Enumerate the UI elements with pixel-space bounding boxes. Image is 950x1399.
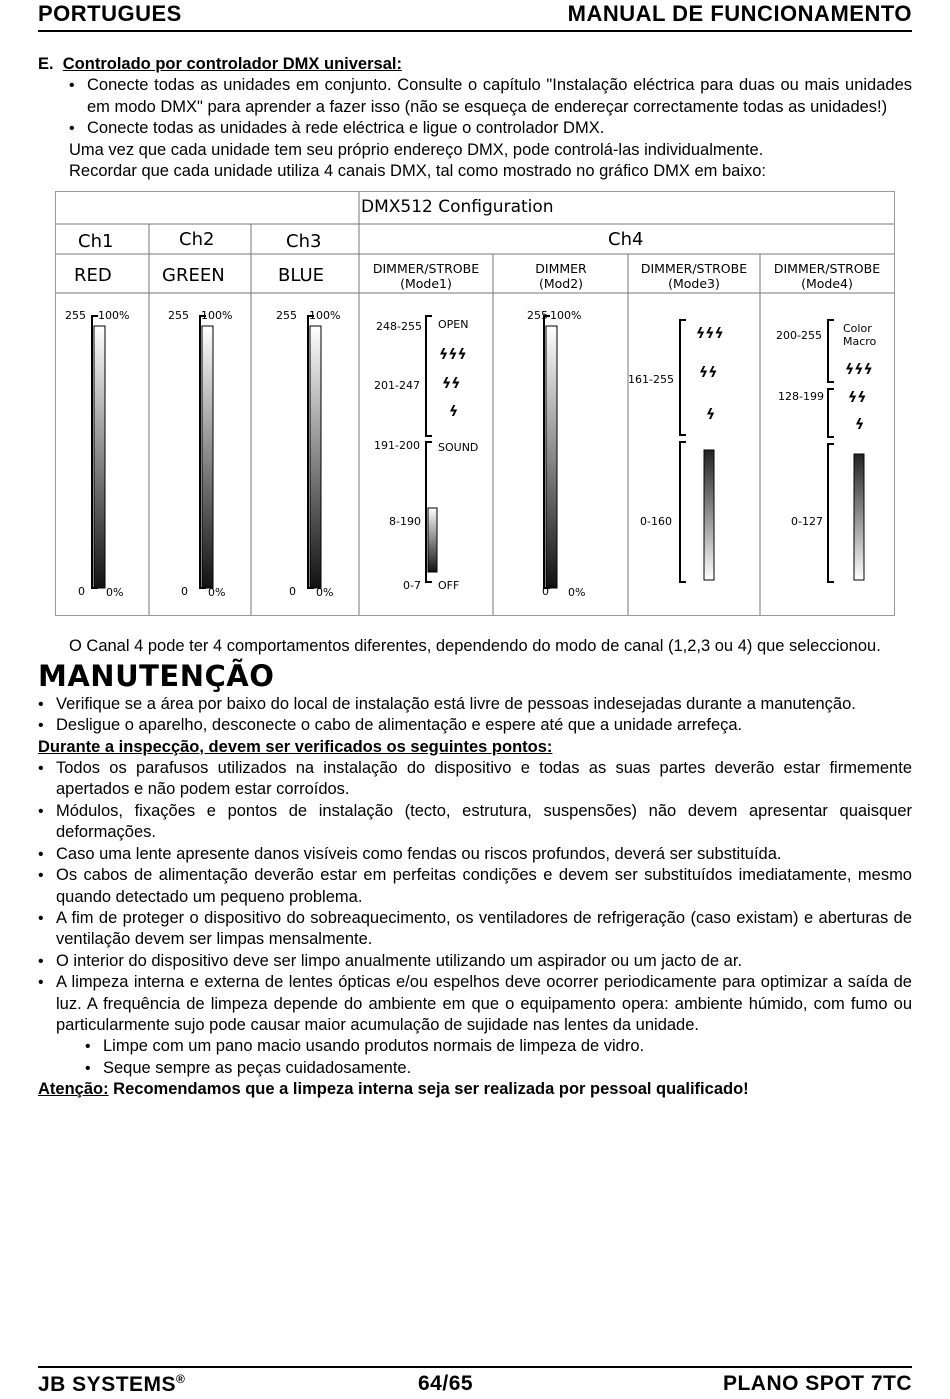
ch3-max-value: 255 (276, 309, 297, 323)
diagram-title: DMX512 Configuration (361, 197, 554, 218)
mode2-sublabel: (Mod2) (538, 276, 584, 292)
ch4-label: Ch4 (608, 229, 644, 251)
mode2-min-percent: 0% (568, 586, 586, 600)
red-label: RED (74, 265, 112, 287)
mode1-range-off: 0-7 (403, 579, 421, 593)
list-item: • Desligue o aparelho, desconecte o cabo de alimentação e espere até que a unidade arrefeça. (38, 715, 912, 736)
page-content (38, 54, 912, 1101)
mode1-strobe-slow-icon: ϟ (449, 404, 459, 421)
mode3-strobe-fast-icon: ϟϟϟ (696, 326, 724, 343)
mode1-label: DIMMER/STROBE (372, 261, 480, 277)
mode3-range-strobe: 161-255 (628, 373, 674, 387)
diagram-grid (56, 192, 894, 615)
list-item: • A fim de proteger o dispositivo do sobreaquecimento, os ventiladores de refrigeração (caso existam) e aberturas de ventilação devem ser limpas mensalmente. (38, 908, 912, 951)
section-e-bullets (38, 75, 912, 139)
mode3-label: DIMMER/STROBE (640, 261, 748, 277)
ch1-label: Ch1 (78, 231, 114, 253)
mode1-range-open: 248-255 (376, 320, 422, 334)
list-item: • Limpe com um pano macio usando produtos normais de limpeza de vidro. (38, 1036, 912, 1057)
ch2-label: Ch2 (179, 229, 215, 251)
mode4-sublabel: (Mode4) (801, 276, 853, 292)
section-e-paragraph-2: Recordar que cada unidade utiliza 4 canais DMX, tal como mostrado no gráfico DMX em baixo: (69, 162, 767, 181)
mode4-range-color: 200-255 (776, 329, 822, 343)
mode3-sublabel: (Mode3) (668, 276, 720, 292)
maintenance-bullets (38, 694, 912, 737)
ch3-min-value: 0 (289, 585, 296, 599)
mode2-label: DIMMER (535, 261, 587, 277)
list-item: • Todos os parafusos utilizados na instalação do dispositivo e todas as suas partes deverão estar firmemente apertados e não podem estar corroídos. (38, 758, 912, 801)
ch1-max-percent: 100% (98, 309, 130, 323)
green-label: GREEN (162, 265, 225, 287)
list-item: • O interior do dispositivo deve ser limpo anualmente utilizando um aspirador ou um jacto de ar. (38, 951, 912, 972)
ch2-min-value: 0 (181, 585, 188, 599)
ch1-min-value: 0 (78, 585, 85, 599)
mode1-range-strobe: 201-247 (374, 379, 420, 393)
mode4-color-label: Color (843, 322, 872, 336)
mode3-strobe-slow-icon: ϟ (706, 407, 716, 424)
mode2-max-percent: 100% (550, 309, 582, 323)
mode1-range-dimmer: 8-190 (389, 515, 421, 529)
section-e-title: Controlado por controlador DMX universal: (62, 55, 402, 73)
ch1-slider (65, 309, 129, 599)
mode1-strobe-fast-icon: ϟϟϟ (439, 347, 467, 364)
attention-label: Atenção: (38, 1080, 109, 1099)
list-item: • Módulos, fixações e pontos de instalação (tecto, estrutura, suspensões) não devem apresentar quaisquer deformações. (38, 801, 912, 844)
mode4-range-dimmer: 0-127 (791, 515, 823, 529)
ch4-mode1-slider (374, 316, 478, 592)
mode1-sound-label: SOUND (438, 441, 479, 455)
attention-text: Recomendamos que a limpeza interna seja ser realizada por pessoal qualificado! (108, 1080, 749, 1099)
ch3-label: Ch3 (286, 231, 322, 253)
mode1-strobe-medium-icon: ϟϟ (442, 376, 461, 393)
ch4-mode3-slider (628, 320, 724, 582)
section-e-heading (38, 54, 912, 75)
section-e-paragraph-1: Uma vez que cada unidade tem seu próprio endereço DMX, pode controlá-las individualmente. (69, 140, 764, 159)
footer-brand-name: JB SYSTEMS (38, 1373, 177, 1396)
header-title: MANUAL DE FUNCIONAMENTO (567, 1, 912, 26)
mode1-sublabel: (Mode1) (400, 276, 452, 292)
header-language: PORTUGUES (38, 1, 182, 26)
list-item: • Os cabos de alimentação deverão estar em perfeitas condições e devem ser substituídos imediatamente, mesmo quando detectado um pequeno problema. (38, 865, 912, 908)
list-item: • A limpeza interna e externa de lentes ópticas e/ou espelhos deve ocorrer periodicamente para optimizar a saída de luz. A frequência de limpeza depende do ambiente em que o equipamento opera: ambiente húmido, com fumo ou particularmente sujo pode causar maior acumulação de sujidade nas lentes da unidade. (38, 972, 912, 1036)
section-e-label: E. (38, 55, 54, 73)
list-item: • Conecte todas as unidades em conjunto. Consulte o capítulo "Instalação eléctrica para duas ou mais unidades em modo DMX" para aprender a fazer isso (não se esqueça de endereçar correctamente todas as unidades!) (38, 75, 912, 118)
mode4-strobe-medium-icon: ϟϟ (848, 390, 867, 407)
list-item: • Conecte todas as unidades à rede eléctrica e ligue o controlador DMX. (38, 118, 912, 139)
attention-note (38, 1079, 912, 1100)
list-item: • Verifique se a área por baixo do local de instalação está livre de pessoas indesejadas durante a manutenção. (38, 694, 912, 715)
mode1-off-label: OFF (438, 579, 460, 593)
ch2-max-percent: 100% (201, 309, 233, 323)
list-item: • Caso uma lente apresente danos visíveis como fendas ou riscos profundos, deverá ser substituída. (38, 844, 912, 865)
ch2-min-percent: 0% (208, 586, 226, 600)
mode1-range-sound: 191-200 (374, 439, 420, 453)
ch2-slider (168, 309, 232, 599)
dmx-configuration-diagram (55, 191, 895, 616)
ch4-mode2-slider (527, 309, 585, 599)
ch3-min-percent: 0% (316, 586, 334, 600)
mode3-strobe-medium-icon: ϟϟ (699, 365, 718, 382)
ch1-min-percent: 0% (106, 586, 124, 600)
maintenance-title: MANUTENÇÃO (38, 658, 275, 693)
ch3-max-percent: 100% (309, 309, 341, 323)
channel4-note: O Canal 4 pode ter 4 comportamentos diferentes, dependendo do modo de canal (1,2,3 ou 4) que seleccionou. (69, 637, 881, 656)
mode4-macro-label: Macro (843, 335, 877, 349)
mode4-strobe-slow-icon: ϟ (855, 417, 865, 434)
ch2-max-value: 255 (168, 309, 189, 323)
dmx-diagram-svg (56, 192, 894, 615)
mode2-max-value: 255 (527, 309, 548, 323)
mode3-range-dimmer: 0-160 (640, 515, 672, 529)
registered-mark: ® (176, 1372, 186, 1386)
page-footer (38, 1366, 912, 1399)
cleaning-bullets (38, 1036, 912, 1079)
mode4-label: DIMMER/STROBE (773, 261, 881, 277)
footer-page-number: 64/65 (418, 1372, 474, 1395)
footer-model: PLANO SPOT 7TC (722, 1372, 912, 1395)
inspection-heading: Durante a inspecção, devem ser verificados os seguintes pontos: (38, 737, 553, 756)
ch3-slider (276, 309, 340, 599)
mode2-min-value: 0 (542, 585, 549, 599)
mode4-strobe-fast-icon: ϟϟϟ (845, 362, 873, 379)
ch1-max-value: 255 (65, 309, 86, 323)
footer-brand (38, 1372, 185, 1397)
inspection-bullets (38, 758, 912, 1036)
mode4-range-strobe: 128-199 (778, 390, 824, 404)
blue-label: BLUE (278, 265, 325, 287)
mode1-open-label: OPEN (438, 318, 469, 332)
page-header (38, 0, 912, 32)
ch4-mode4-slider (776, 320, 877, 582)
list-item: • Seque sempre as peças cuidadosamente. (38, 1058, 912, 1079)
